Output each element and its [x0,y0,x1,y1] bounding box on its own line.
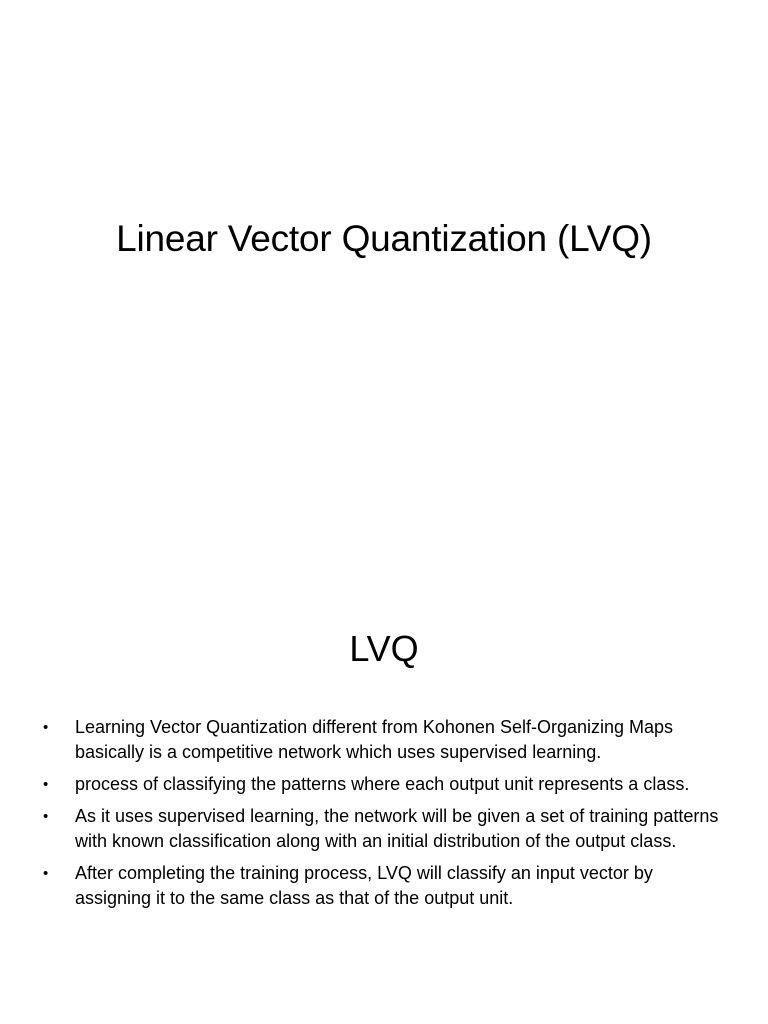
bullet-text: process of classifying the patterns where each output unit represents a class. [75,774,690,794]
slide-title: Linear Vector Quantization (LVQ) [116,218,652,259]
bullet-text: As it uses supervised learning, the network will be given a set of training patterns with known classification along with an initial distribution of the output class. [75,806,719,851]
bullet-text: After completing the training process, LVQ will classify an input vector by assigning it to the same class as that of the output unit. [75,863,653,908]
bullet-text: Learning Vector Quantization different from Kohonen Self-Organizing Maps basically is a competitive network which uses supervised learning. [75,717,674,762]
content-slide [0,500,768,1024]
bullet-item [40,715,730,765]
bullet-item [40,861,730,911]
bullet-icon: • [43,865,49,882]
bullet-icon: • [43,808,49,825]
slide-heading: LVQ [349,628,419,669]
bullet-item [40,804,730,854]
bullet-list [40,715,730,918]
bullet-item [40,772,730,797]
title-slide [0,0,768,500]
bullet-icon: • [43,719,49,736]
bullet-icon: • [43,776,49,793]
